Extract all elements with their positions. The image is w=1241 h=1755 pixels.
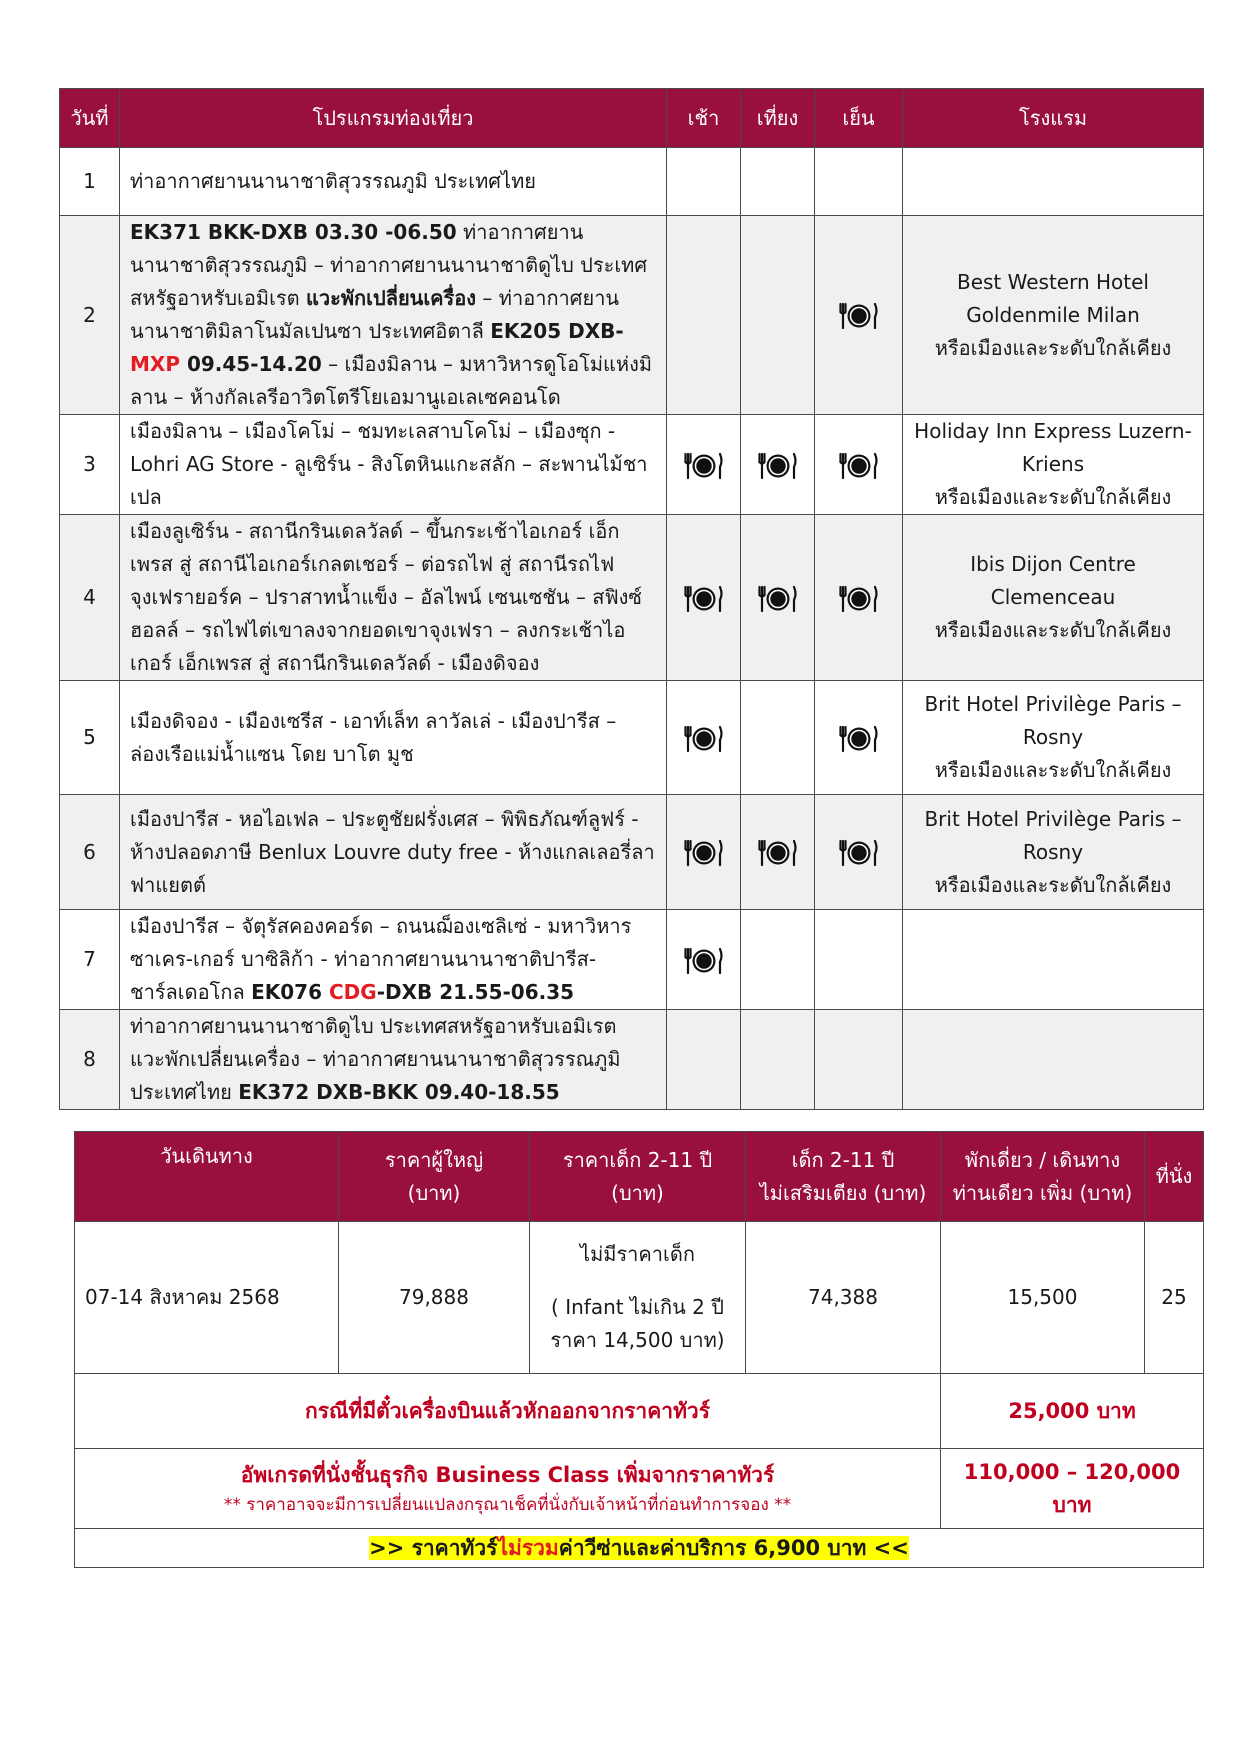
price-child [530,1222,746,1374]
hotel-line: Goldenmile Milan [966,302,1140,327]
day-number: 4 [60,515,120,681]
visa-note-cell [75,1529,1204,1568]
program-text: เมืองปารีส - หอไอเฟล – ประตูชัยฝรั่งเศส – พิพิธภัณฑ์ลูฟร์ - ห้างปลอดภาษี Benlux Louvre duty free - ห้างแกลเลอรี่ลาฟาแยตต์ [130,806,655,897]
business-upgrade-label: อัพเกรดที่นั่งชั้นธุรกิจ Business Class เพิ่มจากราคาทัวร์ [240,1463,775,1487]
hotel-line: หรือเมืองและระดับใกล้เคียง [934,485,1172,509]
price-header-single-line1: พักเดี่ยว / เดินทาง [964,1147,1121,1172]
day-number: 6 [60,795,120,910]
day-number: 2 [60,216,120,415]
hotel-cell [903,415,1204,515]
business-upgrade-cell [75,1449,941,1529]
visa-note-highlight: ไม่รวม [497,1535,559,1560]
dinner-cell [815,1010,903,1110]
plate-fork-knife-icon [684,452,724,476]
price-date: 07-14 สิงหาคม 2568 [75,1222,339,1374]
visa-note [369,1536,909,1560]
hotel-cell [903,148,1204,216]
visa-note-prefix: >> ราคาทัวร์ [369,1535,498,1560]
hotel-line: Brit Hotel Privilège Paris – [924,806,1182,831]
breakfast-cell [667,515,741,681]
day-number: 1 [60,148,120,216]
hotel-line: Rosny [1022,725,1084,749]
price-header-date [75,1132,339,1222]
day-number: 8 [60,1010,120,1110]
price-header-seats: ที่นั่ง [1145,1132,1204,1222]
price-table [74,1131,1204,1568]
header-breakfast: เช้า [667,89,741,148]
program-text: EK076 [251,980,329,1004]
plate-fork-knife-icon [684,585,724,609]
price-seats: 25 [1145,1222,1204,1374]
plate-fork-knife-icon [839,303,879,327]
program-text: EK205 DXB- [490,319,624,343]
lunch-cell [741,515,815,681]
visa-note-suffix: ค่าวีซ่าและค่าบริการ 6,900 บาท << [558,1535,909,1560]
program-text: ท่าอากาศยานนานาชาติดูไบ ประเทศสหรัฐอาหรับเอมิเรต แวะพักเปลี่ยนเครื่อง – ท่าอากาศยานนานาชาติสุวรรณภูมิ ประเทศไทย [130,1014,621,1104]
hotel-line: Rosny [1022,839,1084,864]
plate-fork-knife-icon [839,840,879,864]
plate-fork-knife-icon [839,585,879,609]
breakfast-cell [667,795,741,910]
ticket-deduct-value: 25,000 บาท [941,1374,1204,1449]
program-text: -DXB 21.55-06.35 [376,980,575,1004]
price-header-adult [339,1132,530,1222]
header-program: โปรแกรมท่องเที่ยว [120,89,667,148]
hotel-cell [903,216,1204,415]
lunch-cell [741,148,815,216]
program-text: เมืองลูเซิร์น - สถานีกรินเดลวัลด์ – ขึ้นกระเช้าไอเกอร์ เอ็กเพรส สู่ สถานีไอเกอร์เกลตเชอร์ – ต่อรถไฟ สู่ สถานีรถไฟจุงเฟรายอร์ค – ปราสาทน้ำแข็ง – อัลไพน์ เซนเซชัน – สฟิงซ์ ฮอลล์ – รถไฟไต่เขาลงจากยอดเขาจุงเฟรา – ลงกระเช้าไอเกอร์ เอ็กเพรส สู่ สถานีกรินเดลวัลด์ - เมืองดิจอง [130,519,642,675]
lunch-cell [741,795,815,910]
program-text: EK371 BKK-DXB 03.30 -06.50 [130,220,457,244]
dinner-cell [815,910,903,1010]
plate-fork-knife-icon [684,840,724,864]
lunch-cell [741,681,815,795]
dinner-cell [815,216,903,415]
program-text: EK372 DXB-BKK 09.40-18.55 [238,1080,560,1104]
day-number: 5 [60,681,120,795]
itinerary-row [60,1010,1204,1110]
program-description [120,1010,667,1110]
price-header-child-nobed [746,1132,941,1222]
price-header-adult-line2: (บาท) [407,1180,461,1205]
price-header-single [941,1132,1145,1222]
itinerary-row [60,415,1204,515]
itinerary-row [60,795,1204,910]
program-description [120,515,667,681]
lunch-cell [741,216,815,415]
price-single: 15,500 [941,1222,1145,1374]
itinerary-row [60,148,1204,216]
price-header-child-nobed-line1: เด็ก 2-11 ปี [791,1147,895,1172]
program-text: 09.45-14.20 [179,352,322,376]
itinerary-row [60,515,1204,681]
plate-fork-knife-icon [758,585,798,609]
itinerary-body [60,148,1204,1110]
header-hotel: โรงแรม [903,89,1204,148]
header-day: วันที่ [60,89,120,148]
price-header-single-line2: ท่านเดียว เพิ่ม (บาท) [952,1180,1133,1205]
program-description [120,795,667,910]
price-adult: 79,888 [339,1222,530,1374]
plate-fork-knife-icon [684,725,724,749]
lunch-cell [741,415,815,515]
hotel-cell [903,910,1204,1010]
breakfast-cell [667,910,741,1010]
hotel-line: Brit Hotel Privilège Paris – [924,692,1182,716]
business-upgrade-value: 110,000 – 120,000 บาท [941,1449,1204,1529]
lunch-cell [741,1010,815,1110]
hotel-line: หรือเมืองและระดับใกล้เคียง [934,758,1172,782]
price-child-line1: ไม่มีราคาเด็ก [580,1242,695,1266]
program-text: เมืองปารีส – จัตุรัสคองคอร์ด – ถนนฌ็องเซลิเซ่ - มหาวิหารซาเคร-เกอร์ บาซิลิก้า - ท่าอากาศยานนานาชาติปารีส-ชาร์ลเดอโกล [130,914,632,1004]
program-description [120,910,667,1010]
program-text: ท่าอากาศยานนานาชาติสุวรรณภูมิ ประเทศไทย [130,169,536,193]
header-lunch: เที่ยง [741,89,815,148]
dinner-cell [815,795,903,910]
hotel-line: หรือเมืองและระดับใกล้เคียง [934,872,1172,897]
lunch-cell [741,910,815,1010]
breakfast-cell [667,681,741,795]
itinerary-row [60,681,1204,795]
plate-fork-knife-icon [758,840,798,864]
day-number: 3 [60,415,120,515]
program-text: เมืองดิจอง - เมืองเซรีส - เอาท์เล็ท ลาวัลเล่ - เมืองปารีส – ล่องเรือแม่น้ำแซน โดย บาโต มูช [130,708,617,766]
breakfast-cell [667,1010,741,1110]
price-child-line3: ราคา 14,500 บาท) [550,1328,725,1352]
price-header-child-nobed-line2: ไม่เสริมเตียง (บาท) [759,1180,927,1205]
program-description [120,148,667,216]
dinner-cell [815,415,903,515]
breakfast-cell [667,148,741,216]
itinerary-table [59,88,1204,1110]
breakfast-cell [667,216,741,415]
program-text: CDG [328,980,377,1004]
price-header-adult-line1: ราคาผู้ใหญ่ [384,1147,484,1172]
plate-fork-knife-icon [839,452,879,476]
dinner-cell [815,515,903,681]
price-child-nobed: 74,388 [746,1222,941,1374]
hotel-line: Holiday Inn Express Luzern- [914,419,1192,443]
program-description [120,681,667,795]
day-number: 7 [60,910,120,1010]
plate-fork-knife-icon [758,452,798,476]
hotel-cell [903,681,1204,795]
ticket-deduct-label: กรณีที่มีตั๋วเครื่องบินแล้วหักออกจากราคาทัวร์ [75,1374,941,1449]
dinner-cell [815,681,903,795]
hotel-line: Best Western Hotel [956,269,1149,294]
itinerary-row [60,216,1204,415]
program-text: – ท่าอากาศยานนานาชาติมิลาโนมัลเปนซา ประเทศอิตาลี [130,286,620,343]
hotel-line: Kriens [1021,452,1085,476]
program-text: ท่าอากาศยานนานาชาติสุวรรณภูมิ – ท่าอากาศยานนานาชาติดูไบ ประเทศสหรัฐอาหรับเอมิเรต [130,220,648,310]
itinerary-row [60,910,1204,1010]
program-description [120,216,667,415]
program-text: MXP [130,352,180,376]
price-child-line2: ( Infant ไม่เกิน 2 ปี [551,1295,724,1319]
hotel-line: หรือเมืองและระดับใกล้เคียง [934,335,1172,360]
price-header-child: ราคาเด็ก 2-11 ปี (บาท) [530,1132,746,1222]
plate-fork-knife-icon [684,947,724,971]
hotel-cell [903,795,1204,910]
plate-fork-knife-icon [839,725,879,749]
hotel-line: Ibis Dijon Centre Clemenceau [970,552,1136,609]
business-upgrade-note: ** ราคาอาจจะมีการเปลี่ยนแปลงกรุณาเช็คที่นั่งกับเจ้าหน้าที่ก่อนทำการจอง ** [223,1495,792,1515]
program-text: เมืองมิลาน – เมืองโคโม่ – ชมทะเลสาบโคโม่ – เมืองซุก - Lohri AG Store - ลูเซิร์น - สิงโตหินแกะสลัก – สะพานไม้ชาเปล [130,419,648,509]
dinner-cell [815,148,903,216]
hotel-cell [903,515,1204,681]
program-text: แวะพักเปลี่ยนเครื่อง [306,286,477,310]
hotel-cell [903,1010,1204,1110]
price-header-date-label: วันเดินทาง [160,1144,253,1168]
program-text: – เมืองมิลาน – มหาวิหารดูโอโม่แห่งมิลาน – ห้างกัลเลรีอาวิตโตรีโยเอมานูเอเลเซคอนโด [130,352,653,409]
hotel-line: หรือเมืองและระดับใกล้เคียง [934,618,1172,642]
program-description [120,415,667,515]
header-dinner: เย็น [815,89,903,148]
breakfast-cell [667,415,741,515]
